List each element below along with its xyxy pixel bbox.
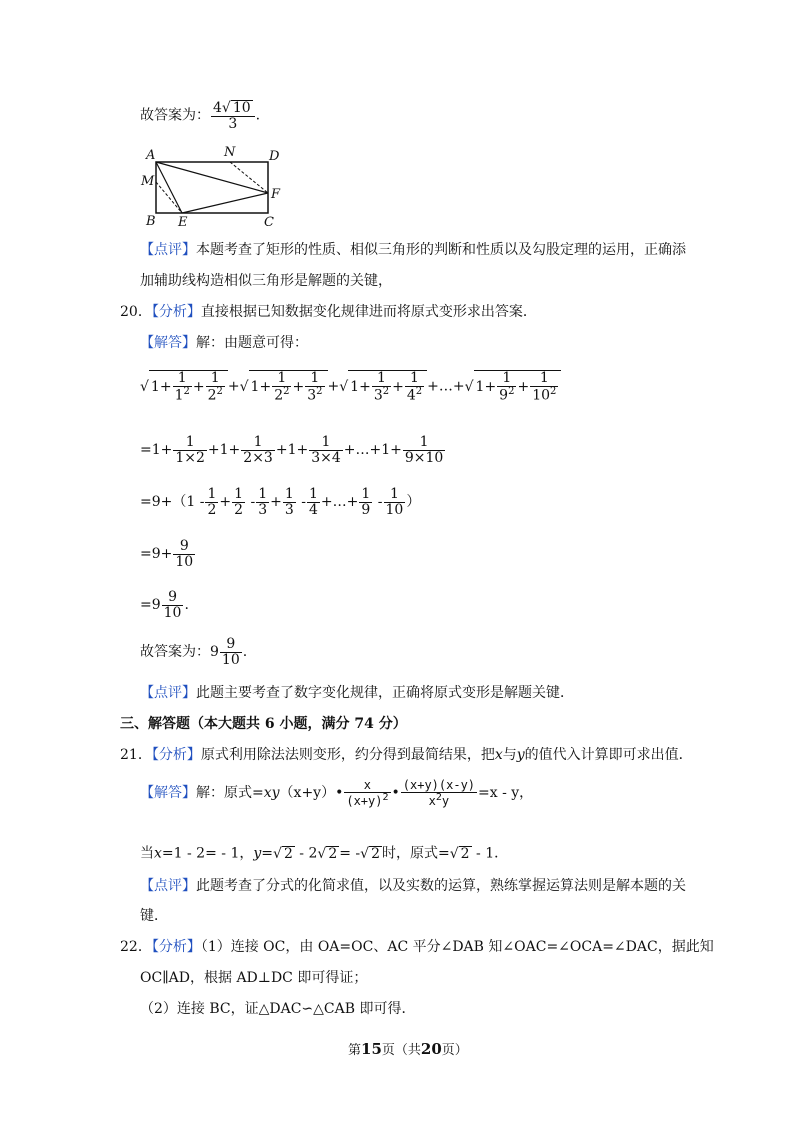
numerator: 1	[177, 370, 187, 386]
sqrt-term-9: √ 1+ $\frac{1}{9^2}$ + $\frac{1}{10^2}$	[465, 370, 562, 403]
denominator: 4	[406, 387, 416, 404]
exponent: 2	[382, 385, 390, 397]
denominator: x	[428, 793, 436, 808]
q20-expression-line4	[140, 539, 196, 569]
factor: （x+y）•	[279, 785, 344, 802]
radicand: 2	[283, 846, 293, 862]
line-ae	[156, 162, 182, 213]
numerator: 1	[539, 370, 549, 386]
numerator: 1	[321, 434, 331, 450]
period: .	[255, 107, 261, 124]
denominator: y	[441, 793, 450, 808]
period: .	[242, 644, 248, 661]
text: 当	[140, 845, 154, 862]
total-pages: 20	[420, 1040, 442, 1058]
comment-text: 本题考查了矩形的性质、相似三角形的判断和性质以及勾股定理的运用，正确添	[196, 242, 686, 258]
q20-answer	[140, 637, 247, 667]
term-one: 1+	[475, 379, 497, 396]
var-x: x	[154, 845, 162, 862]
plus: +	[292, 379, 305, 396]
denominator: 10	[532, 387, 551, 404]
q21-analysis	[120, 748, 693, 762]
page-number: 15	[361, 1040, 382, 1058]
period: .	[184, 597, 189, 614]
minus: -	[373, 494, 383, 511]
numerator: 1	[419, 434, 429, 450]
footer-text: 页（共	[381, 1043, 421, 1058]
denominator: 3	[211, 116, 255, 132]
radicand: 2	[371, 846, 381, 862]
equals: =1+	[140, 442, 173, 459]
q20-expression-line2	[140, 435, 446, 465]
q20-expression-line3	[140, 487, 420, 517]
label-m: M	[141, 174, 155, 189]
q22-analysis-line1	[120, 940, 714, 954]
numerator: 1	[310, 370, 320, 386]
exponent: 2	[316, 385, 323, 397]
denominator: 9×10	[404, 449, 444, 466]
sqrt-term-2: √ 1+ $\frac{1}{2^2}$ + $\frac{1}{3^2}$	[240, 370, 328, 403]
radicand: 2	[460, 846, 470, 862]
text: =	[261, 845, 274, 862]
comment-21-line2: 键．	[140, 908, 168, 924]
exponent: 2	[283, 385, 290, 397]
numerator: 1	[502, 370, 512, 386]
text: - 1．	[471, 845, 509, 862]
minus: -	[296, 494, 306, 511]
comment-tag: 【点评】	[140, 878, 196, 894]
plus: +	[219, 494, 232, 511]
denominator: 9	[361, 501, 371, 518]
text: = -	[339, 845, 361, 862]
comment-21-line1	[140, 879, 686, 893]
q20-expression-line1	[140, 370, 561, 403]
numerator: 1	[410, 370, 419, 386]
plus: +1+	[275, 442, 309, 459]
plus: +	[517, 379, 530, 396]
exponent: 2	[415, 385, 423, 397]
q22-analysis-line3: （2）连接 BC，证△DAC∽△CAB 即可得．	[140, 1001, 416, 1017]
ellipsis: +…+	[320, 494, 359, 511]
term-one: 1+	[250, 379, 272, 396]
solution-text: 解：由题意可得：	[196, 335, 308, 351]
q22-analysis-line2: OC∥AD，根据 AD⊥DC 即可得证；	[140, 970, 368, 986]
label-n: N	[224, 145, 236, 160]
equals: =9+	[140, 546, 173, 563]
line-af	[156, 162, 268, 193]
equals: =9	[140, 597, 161, 614]
footer-text: 页）	[441, 1043, 468, 1058]
line-ef	[182, 193, 268, 213]
denominator: 3×4	[311, 449, 341, 466]
denominator: 3	[258, 501, 268, 518]
comment-tag: 【点评】	[140, 685, 196, 701]
denominator: 2	[207, 387, 217, 404]
numerator: 1	[258, 486, 268, 502]
q21-substitution: 当x=1 - 2= - 1，y=√ 2 - 2√ 2 = -√ 2 时，原式=√ 2 - 1．	[140, 845, 509, 862]
analysis-text: （1）连接 OC，由 OA=OC、AC 平分∠DAB 知∠OAC=∠OCA=∠DAC，据此知	[200, 939, 714, 955]
label-b: B	[146, 214, 156, 228]
term-one: 1+	[350, 379, 371, 396]
numerator: 4	[213, 99, 222, 116]
denominator: 1	[174, 387, 184, 404]
question-number: 21．	[120, 747, 152, 763]
numerator: 1	[207, 486, 217, 502]
numerator: 9	[179, 538, 189, 554]
exponent: 2	[382, 791, 389, 803]
denominator: 9	[499, 387, 509, 404]
section-heading: 三、解答题（本大题共 6 小题，满分 74 分）	[120, 716, 407, 732]
numerator: 1	[361, 486, 371, 502]
exponent: 2	[550, 385, 557, 397]
text: - 2	[294, 845, 318, 862]
analysis-tag: 【分析】	[151, 939, 201, 955]
numerator: 1	[389, 486, 399, 502]
label-c: C	[264, 215, 274, 228]
solution-tag: 【解答】	[140, 785, 196, 802]
numerator: 9	[226, 636, 236, 652]
q21-solution	[140, 779, 533, 807]
rectangle-abcd	[156, 162, 268, 213]
plus: +	[392, 379, 404, 396]
q20-solution	[140, 336, 308, 350]
numerator: 1	[284, 486, 294, 502]
answer-prefix: 故答案为：9	[140, 644, 219, 661]
analysis-tag: 【分析】	[151, 304, 201, 320]
minus: -	[246, 494, 256, 511]
var-y: y	[516, 747, 525, 763]
plus: +	[227, 378, 240, 395]
label-e: E	[178, 215, 188, 228]
question-number: 20．	[120, 304, 152, 320]
answer-19	[140, 100, 260, 131]
comment-19-line2: 加辅助线构造相似三角形是解题的关键，	[140, 273, 392, 289]
plus: +1+	[207, 442, 241, 459]
plus: +	[192, 379, 205, 396]
denominator: 4	[309, 501, 318, 518]
numerator: 1	[185, 434, 195, 450]
var-xy: xy	[263, 785, 280, 802]
question-number: 22．	[120, 939, 152, 955]
denominator: 3	[307, 387, 317, 404]
exponent: 2	[435, 791, 442, 803]
analysis-text: 与	[502, 747, 517, 763]
denominator: 2×3	[243, 449, 273, 466]
exponent: 2	[183, 385, 190, 397]
answer-prefix: 故答案为：	[140, 107, 210, 124]
sqrt-term-3: √ 1+ $\frac{1}{3^2}$ + $\frac{1}{4^2}$	[339, 370, 427, 403]
comment-19-line1	[140, 243, 686, 257]
var-y: y	[253, 845, 262, 862]
numerator: 1	[309, 486, 318, 502]
label-f: F	[271, 187, 281, 202]
sqrt-term-1: √ 1+ $\frac{1}{1^2}$ + $\frac{1}{2^2}$	[140, 370, 228, 403]
comment-20	[140, 686, 574, 700]
ellipsis: +…+1+	[343, 442, 402, 459]
footer-text: 第	[348, 1043, 362, 1058]
equals: =9+（1 -	[140, 494, 205, 511]
comment-text: 此题考查了分式的化简求值，以及实数的运算，熟练掌握运算法则是解本题的关	[196, 878, 686, 894]
numerator: 1	[210, 370, 220, 386]
var-x: x	[494, 747, 503, 763]
sqrt: √ 10	[221, 100, 251, 116]
exponent: 2	[508, 385, 515, 397]
fraction	[211, 100, 255, 131]
result: =x - y，	[478, 785, 534, 802]
label-d: D	[269, 149, 280, 164]
denominator: 10	[163, 604, 182, 621]
analysis-text: 的值代入计算即可求出值．	[524, 747, 693, 763]
numerator: x	[363, 778, 372, 792]
text: =1 - 2= - 1，	[161, 845, 254, 862]
numerator: 9	[168, 589, 178, 605]
denominator: 10	[221, 651, 240, 668]
numerator: 1	[234, 486, 244, 502]
exponent: 2	[216, 385, 223, 397]
term-one: 1+	[150, 379, 172, 396]
denominator: 2	[274, 387, 284, 404]
analysis-text: 原式利用除法法则变形，约分得到最简结果，把	[200, 747, 495, 763]
numerator: (x+y)(x-y)	[402, 778, 476, 792]
denominator: 3	[373, 387, 383, 404]
rectangle-figure	[138, 142, 288, 228]
numerator: 1	[277, 370, 287, 386]
numerator: 1	[253, 434, 263, 450]
page-footer	[348, 1042, 468, 1057]
radicand: 10	[232, 100, 251, 116]
plus: +	[270, 494, 282, 511]
denominator: (x+y)	[346, 793, 383, 808]
denominator: 2	[234, 501, 244, 518]
analysis-text: 直接根据已知数据变化规律进而将原式变形求出答案．	[200, 304, 537, 320]
q20-analysis	[120, 305, 537, 319]
label-a: A	[146, 148, 156, 163]
denominator: 2	[207, 501, 217, 518]
close-paren: ）	[406, 494, 421, 511]
denominator: 3	[284, 501, 294, 518]
denominator: 1×2	[175, 449, 205, 466]
comment-tag: 【点评】	[140, 242, 196, 258]
solution-text: 解：原式=	[196, 785, 264, 802]
analysis-tag: 【分析】	[151, 747, 201, 763]
numerator: 1	[377, 370, 386, 386]
radicand: 2	[328, 846, 338, 862]
solution-tag: 【解答】	[140, 335, 196, 351]
comment-text: 此题主要考查了数字变化规律，正确将原式变形是解题关键．	[196, 685, 574, 701]
q20-expression-line5	[140, 590, 189, 620]
denominator: 10	[175, 553, 194, 570]
dot: •	[391, 785, 400, 802]
denominator: 10	[385, 501, 404, 518]
text: 时，原式=	[382, 845, 450, 862]
ellipsis: +…+	[427, 378, 465, 395]
plus: +	[327, 378, 340, 395]
